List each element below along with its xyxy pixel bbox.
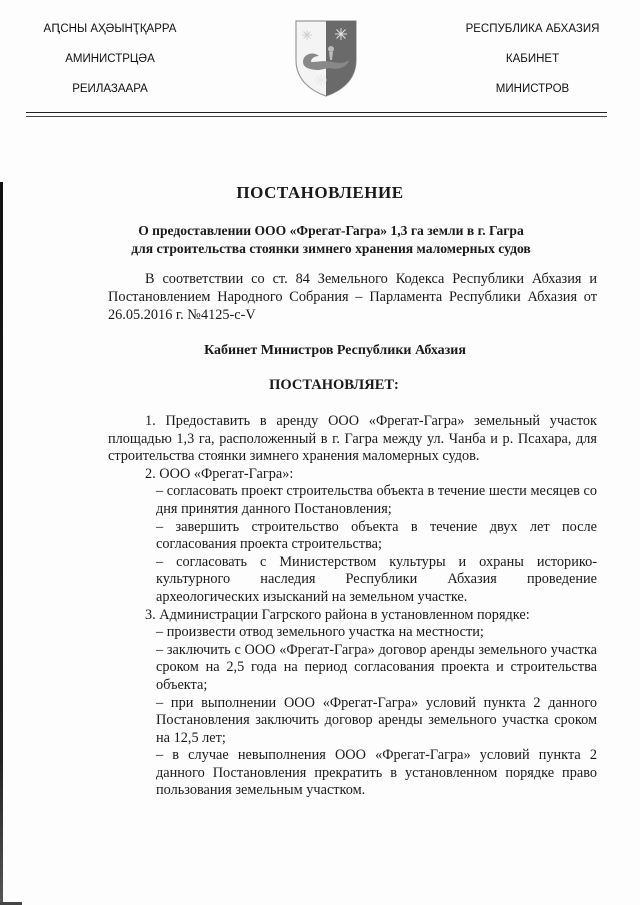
- header-left-line-3: РЕИЛАЗААРА: [72, 83, 148, 95]
- clause-3-subitem-2: – заключить с ООО «Фрегат-Гагра» договор аренды земельного участка сроком на 2,5 года на период согласования проекта и строительства объекта;: [156, 641, 597, 693]
- clause-2-subitem-2: – завершить строительство объекта в течение двух лет после согласования проекта строительства;: [156, 518, 597, 553]
- clause-3-subitem-3: – при выполнении ООО «Фрегат-Гагра» условий пункта 2 данного Постановления заключить договор аренды земельного участка сроком на 12,5 лет;: [156, 694, 597, 746]
- preamble-paragraph: В соответствии со ст. 84 Земельного Кодекса Республики Абхазия и Постановлением Народного Собрания – Парламента Республики Абхазия от 26.05.2016 г. №4125-с-V: [108, 271, 597, 323]
- issuing-body: Кабинет Министров Республики Абхазия: [204, 343, 466, 358]
- header-right-line-2: КАБИНЕТ: [505, 53, 560, 65]
- document-subtitle: [100, 222, 562, 258]
- clause-1: 1. Предоставить в аренду ООО «Фрегат-Гагра» земельный участок площадью 1,3 га, расположенный в г. Гагра между ул. Чанба и р. Псахара, для строительства стоянки зимнего хранения маломерных судов.: [108, 413, 597, 465]
- clause-2-subitem-1: – согласовать проект строительства объекта в течение шести месяцев со дня принятия данного Постановления;: [156, 483, 597, 517]
- clause-2-subitem-3: – согласовать с Министерством культуры и охраны историко-культурного наследия Республики Абхазия проведение археологических изысканий на земельном участке.: [156, 553, 597, 605]
- coat-of-arms-icon: [293, 18, 359, 98]
- subtitle-line-2: для строительства стоянки зимнего хранения маломерных судов: [131, 241, 531, 256]
- header-double-rule: [26, 112, 607, 117]
- resolution-body: [108, 413, 597, 800]
- subtitle-line-1: О предоставлении ООО «Фрегат-Гагра» 1,3 га земли в г. Гагра: [138, 223, 524, 238]
- header-right-line-3: МИНИСТРОВ: [495, 83, 570, 95]
- header-left-block: [30, 22, 190, 112]
- clause-3-subitem-4: – в случае невыполнения ООО «Фрегат-Гагра» условий пункта 2 данного Постановления прекратить в установленном порядке право пользования земельным участком.: [156, 747, 597, 799]
- clause-3-subitem-1: – произвести отвод земельного участка на местности;: [156, 624, 484, 641]
- scan-edge-shadow: [0, 182, 3, 902]
- header-left-line-2: АМИНИСТРЦƏА: [65, 53, 155, 65]
- document-title: ПОСТАНОВЛЕНИЕ: [236, 183, 404, 202]
- header-right-line-1: РЕСПУБЛИКА АБХАЗИЯ: [465, 23, 600, 35]
- clause-3-heading: 3. Администрации Гагрского района в установленном порядке:: [145, 606, 530, 623]
- clause-2-heading: 2. ООО «Фрегат-Гагра»:: [145, 465, 294, 482]
- header-left-line-1: АԤСНЫ АҲƏЫНҬҚАРРА: [43, 23, 177, 35]
- resolves-heading: ПОСТАНОВЛЯЕТ:: [269, 377, 399, 393]
- header-right-block: [440, 22, 625, 112]
